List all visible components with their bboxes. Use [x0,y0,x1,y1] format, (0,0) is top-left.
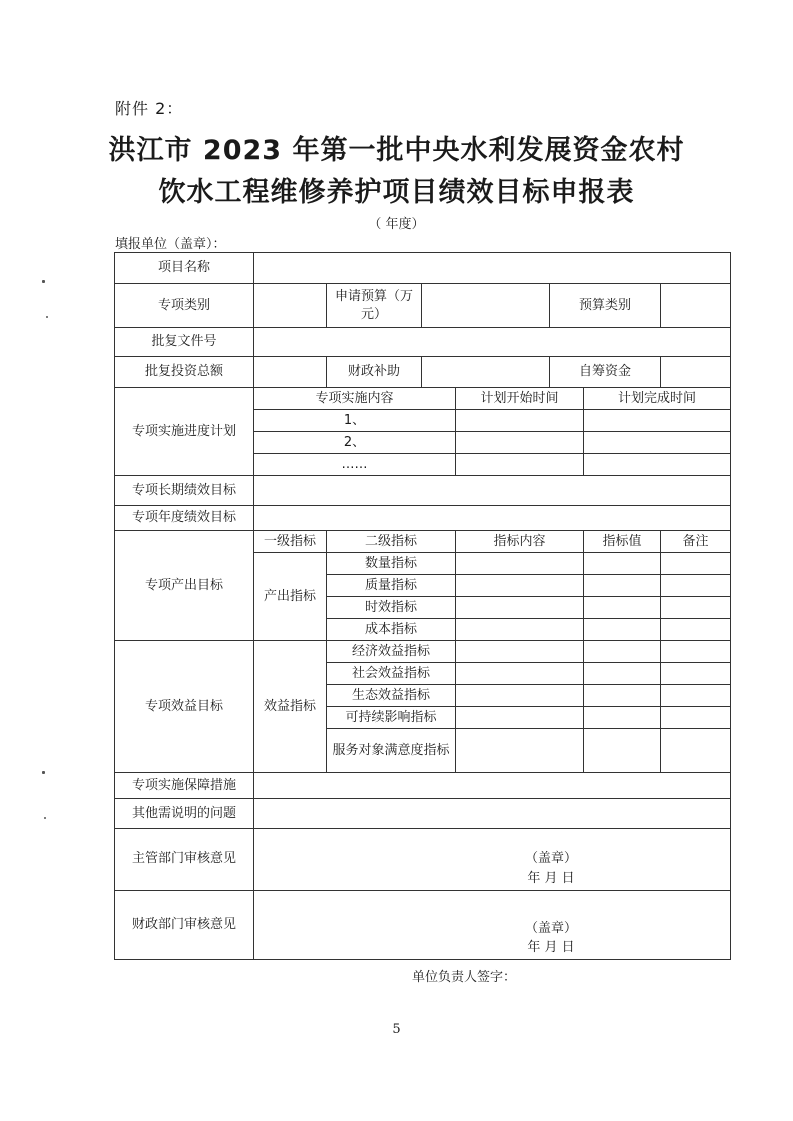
finance-date-text: 年 月 日 [527,940,575,956]
page-number: 5 [392,1022,401,1037]
benefit-sub-2-value[interactable] [584,663,661,685]
apply-budget-label: 申请预算（万元） [327,284,422,328]
progress-row-3-start[interactable] [456,454,584,476]
longterm-goal-label: 专项长期绩效目标 [115,476,254,506]
scan-speck-1 [42,280,45,283]
finance-review-label: 财政部门审核意见 [115,890,254,959]
benefit-sub-3-remark[interactable] [661,685,731,707]
dept-review-label: 主管部门审核意见 [115,828,254,890]
progress-row-1-end[interactable] [584,410,731,432]
progress-row-2-end[interactable] [584,432,731,454]
other-issues-label: 其他需说明的问题 [115,799,254,828]
progress-row-3-end[interactable] [584,454,731,476]
filling-unit-label: 填报单位（盖章）： [115,237,226,252]
benefit-sub-2: 社会效益指标 [327,663,456,685]
budget-category-cell[interactable] [661,284,731,328]
benefit-sub-3: 生态效益指标 [327,685,456,707]
benefit-sub-5: 服务对象满意度指标 [327,729,456,773]
benefit-sub-5-content[interactable] [456,729,584,773]
output-sub-4-value[interactable] [584,619,661,641]
plan-end-header: 计划完成时间 [584,388,731,410]
output-sub-4: 成本指标 [327,619,456,641]
output-sub-1: 数量指标 [327,553,456,575]
annual-goal-label: 专项年度绩效目标 [115,506,254,531]
attachment-label: 附件 2： [115,99,184,118]
finance-review-cell[interactable] [254,890,731,959]
remark-header: 备注 [661,531,731,553]
approved-total-cell[interactable] [254,357,327,388]
benefit-sub-1: 经济效益指标 [327,641,456,663]
dept-seal-text: （盖章） [525,851,578,867]
fiscal-subsidy-label: 财政补助 [327,357,422,388]
longterm-goal-cell[interactable] [254,476,731,506]
output-sub-2-content[interactable] [456,575,584,597]
benefit-sub-2-content[interactable] [456,663,584,685]
benefit-sub-1-value[interactable] [584,641,661,663]
output-sub-1-value[interactable] [584,553,661,575]
dept-review-cell[interactable] [254,828,731,890]
benefit-sub-4: 可持续影响指标 [327,707,456,729]
plan-start-header: 计划开始时间 [456,388,584,410]
output-sub-3-remark[interactable] [661,597,731,619]
fiscal-subsidy-cell[interactable] [422,357,550,388]
output-sub-3-content[interactable] [456,597,584,619]
approval-doc-label: 批复文件号 [115,328,254,357]
signature-label: 单位负责人签字： [412,970,517,985]
benefit-sub-4-content[interactable] [456,707,584,729]
other-issues-cell[interactable] [254,799,731,828]
budget-category-label: 预算类别 [550,284,661,328]
project-name-cell[interactable] [254,253,731,284]
category-label: 专项类别 [115,284,254,328]
benefit-sub-1-content[interactable] [456,641,584,663]
benefit-sub-4-remark[interactable] [661,707,731,729]
title-line-1: 洪江市 2023 年第一批中央水利发展资金农村 [108,135,685,166]
benefit-indicator-label: 效益指标 [254,641,327,773]
scan-speck-3 [42,771,45,774]
benefit-sub-5-remark[interactable] [661,729,731,773]
finance-seal-text: （盖章） [525,920,578,936]
indicator-value-header: 指标值 [584,531,661,553]
progress-row-1-start[interactable] [456,410,584,432]
progress-plan-label: 专项实施进度计划 [115,388,254,476]
output-indicator-label: 产出指标 [254,553,327,641]
progress-row-3[interactable]: …… [254,454,456,476]
benefit-sub-1-remark[interactable] [661,641,731,663]
output-sub-2-remark[interactable] [661,575,731,597]
benefit-sub-4-value[interactable] [584,707,661,729]
dept-date-text: 年 月 日 [527,870,575,886]
output-goal-label: 专项产出目标 [115,531,254,641]
output-sub-4-content[interactable] [456,619,584,641]
progress-row-1[interactable]: 1、 [254,410,456,432]
title-line-2: 饮水工程维修养护项目绩效目标申报表 [158,177,635,208]
project-name-label: 项目名称 [115,253,254,284]
scan-speck-4 [44,817,46,819]
progress-row-2-start[interactable] [456,432,584,454]
output-sub-2: 质量指标 [327,575,456,597]
year-line: （ 年度） [368,217,425,232]
guarantee-label: 专项实施保障措施 [115,773,254,799]
output-sub-1-remark[interactable] [661,553,731,575]
output-sub-3-value[interactable] [584,597,661,619]
output-sub-2-value[interactable] [584,575,661,597]
benefit-goal-label: 专项效益目标 [115,641,254,773]
approved-total-label: 批复投资总额 [115,357,254,388]
scan-speck-2 [46,316,48,318]
output-sub-1-content[interactable] [456,553,584,575]
output-sub-3: 时效指标 [327,597,456,619]
apply-budget-cell[interactable] [422,284,550,328]
self-funds-label: 自筹资金 [550,357,661,388]
benefit-sub-3-content[interactable] [456,685,584,707]
guarantee-cell[interactable] [254,773,731,799]
benefit-sub-3-value[interactable] [584,685,661,707]
progress-row-2[interactable]: 2、 [254,432,456,454]
level2-header: 二级指标 [327,531,456,553]
benefit-sub-5-value[interactable] [584,729,661,773]
approval-doc-cell[interactable] [254,328,731,357]
performance-target-form [114,252,731,960]
benefit-sub-2-remark[interactable] [661,663,731,685]
output-sub-4-remark[interactable] [661,619,731,641]
annual-goal-cell[interactable] [254,506,731,531]
indicator-content-header: 指标内容 [456,531,584,553]
category-cell[interactable] [254,284,327,328]
impl-content-header: 专项实施内容 [254,388,456,410]
self-funds-cell[interactable] [661,357,731,388]
level1-header: 一级指标 [254,531,327,553]
